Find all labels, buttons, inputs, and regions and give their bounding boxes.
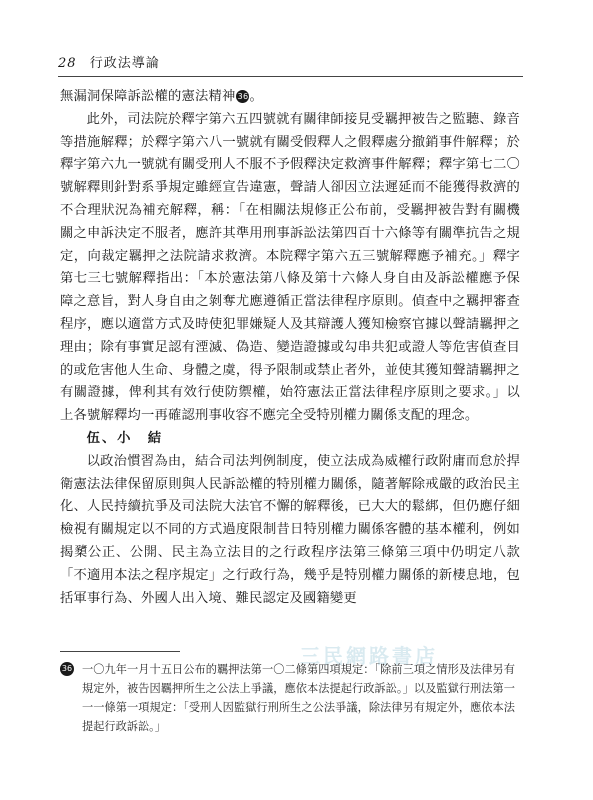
paragraph: 此外，司法院於釋字第六五四號就有關律師接見受羈押被告之監聽、錄音等措施解釋；於釋字第六八一號就有關受假釋人之假釋處分撤銷事件解釋；於釋字第六九一號就有關受刑人不服不予假釋決定救濟事件解釋；釋字第七二〇號解釋則針對系爭規定雖經宣告違憲，聲請人卻因立法遲延而不能獲得救濟的不合理狀況為補充解釋，稱：「在相關法規修正公布前，受羈押被告對有關機關之申訴決定不服者，應許其準用刑事訴訟法第四百十六條等有關準抗告之規定，向裁定羈押之法院請求救濟。本院釋字第六五三號解釋應予補充。」釋字第七三七號解釋指出：「本於憲法第八條及第十六條人身自由及訴訟權應予保障之意旨，對人身自由之剝奪尤應遵循正當法律程序原則。偵查中之羈押審查程序，應以適當方式及時使犯罪嫌疑人及其辯護人獲知檢察官據以聲請羈押之理由；除有事實足認有湮滅、偽造、變造證據或勾串共犯或證人等危害偵查目的或危害他人生命、身體之虞，得予限制或禁止者外，並使其獲知聲請羈押之有關證據，俾利其有效行使防禦權，始符憲法正當法律程序原則之要求。」以上各號解釋均一再確認刑事收容不應完全受特別權力關係支配的理念。: [60, 111, 520, 424]
body-text: [60, 86, 520, 610]
paragraph-text: 無漏洞保障訴訟權的憲法精神: [60, 89, 236, 104]
footnote-marker[interactable]: 36: [237, 92, 249, 101]
book-title: 行政法導論: [89, 56, 160, 71]
header-rule: [58, 76, 523, 77]
page-number: 28: [58, 56, 77, 71]
footnote-text: 一〇九年一月十五日公布的羈押法第一〇二條第四項規定：「除前三項之情形及法律另有規定外，被告因羈押所生之公法上爭議，應依本法提起行政訴訟。」以及監獄行刑法第一一一條第一項規定：「受刑人因監獄行刑所生之公法爭議，除法律另有規定外，應依本法提起行政訴訟。」: [82, 663, 515, 733]
footnote: [60, 660, 515, 736]
paragraph: 以政治慣習為由，結合司法判例制度，使立法成為威權行政附庸而怠於捍衛憲法法律保留原則與人民訴訟權的特別權力關係，隨著解除戒嚴的政治民主化、人民持續抗爭及司法院大法官不懈的解釋後，已大大的鬆綁，但仍應仔細檢視有關規定以不同的方式過度限制昔日特別權力關係客體的基本權利，例如揭櫫公正、公開、民主為立法目的之行政程序法第三條第三項中仍明定八款「不適用本法之程序規定」之行政行為，幾乎是特別權力關係的新棲息地，包括軍事行為、外國人出入境、難民認定及國籍變更: [60, 453, 520, 606]
paragraph: 無漏洞保障訴訟權的憲法精神 36。: [60, 89, 263, 104]
watermark: 三民網路書店: [300, 644, 438, 668]
footnote-number: 36: [60, 662, 74, 676]
section-heading: 伍、小 結: [86, 430, 164, 446]
footnote-rule: [60, 651, 180, 652]
footnote-row: [60, 660, 515, 736]
running-header: [58, 52, 523, 74]
